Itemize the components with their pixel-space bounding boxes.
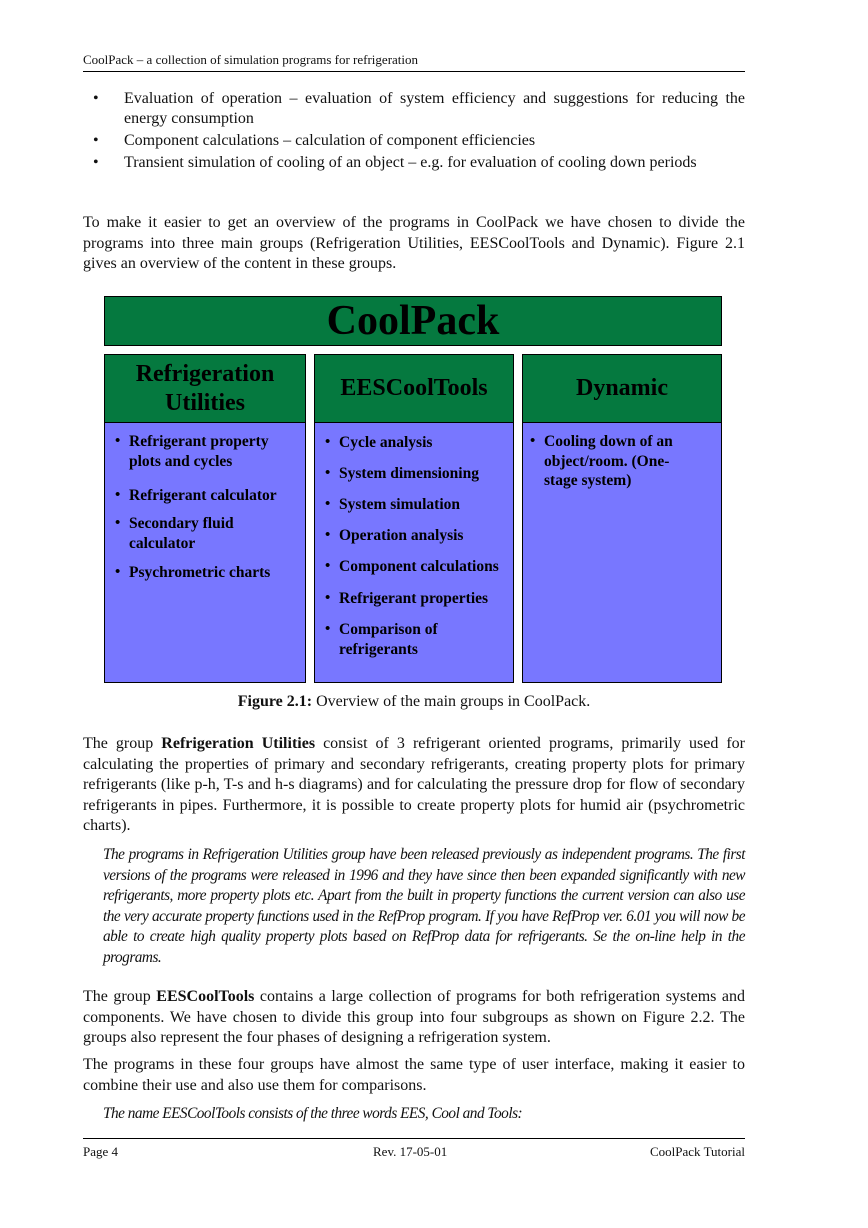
bullet-icon: • bbox=[325, 496, 331, 512]
group-item: • Cycle analysis bbox=[325, 434, 433, 451]
group-item: • System simulation bbox=[325, 496, 460, 513]
paragraph-eescooltools: The group EESCoolTools contains a large collection of programs for both refrigeration systems and components. We have chosen to divide this group into four subgroups as shown on Figure 2.2. The groups also represent the four phases of designing a refrigeration system. bbox=[83, 988, 746, 1046]
bullet-icon: • bbox=[325, 465, 331, 481]
group-body-eescooltools bbox=[314, 423, 514, 683]
diagram-title: CoolPack bbox=[104, 296, 722, 346]
bullet-icon: • bbox=[115, 564, 121, 580]
bullet-icon: • bbox=[530, 433, 536, 449]
group-header-refrigeration-utilities: Refrigeration Utilities bbox=[104, 354, 306, 423]
bullet-icon: • bbox=[325, 434, 331, 450]
group-body-refrigeration-utilities bbox=[104, 423, 306, 683]
page-number: Page 4 bbox=[83, 1144, 119, 1159]
bullet-icon: • bbox=[325, 590, 331, 606]
group-item: • Refrigerant calculator bbox=[115, 487, 277, 504]
bullet-icon: • bbox=[93, 90, 99, 107]
group-item: • Comparison of refrigerants bbox=[325, 621, 438, 658]
group-item: • Refrigerant property plots and cycles bbox=[115, 433, 269, 470]
group-item: • Cooling down of an object/room. (One-stage system) bbox=[530, 433, 673, 489]
group-body-dynamic bbox=[522, 423, 722, 683]
note-refrigeration-utilities: The programs in Refrigeration Utilities group have been released previously as independent programs. The first versions of the programs were released in 1996 and they have since then been expanded significantly with new refrigerants, more property plots etc. Apart from the built in property functions the current version can also use the very accurate property functions used in the RefProp program. If you have RefProp ver. 6.01 you will now be able to create high quality property plots based on RefProp data for refrigerants. Se the on-line help in the programs. bbox=[103, 846, 745, 966]
list-item: • Component calculations – calculation of component efficiencies bbox=[93, 132, 536, 149]
group-header-eescooltools: EESCoolTools bbox=[314, 354, 514, 423]
bullet-icon: • bbox=[325, 558, 331, 574]
paragraph-user-interface: The programs in these four groups have almost the same type of user interface, making it easier to combine their use and also use them for comparisons. bbox=[83, 1056, 745, 1094]
group-item: • Secondary fluid calculator bbox=[115, 515, 234, 552]
bullet-icon: • bbox=[115, 433, 121, 449]
group-item: • Component calculations bbox=[325, 558, 499, 575]
intro-paragraph: To make it easier to get an overview of the programs in CoolPack we have chosen to divide the programs into three main groups (Refrigeration Utilities, EESCoolTools and Dynamic). Figure 2.1 gives an overview of the content in these groups. bbox=[83, 214, 745, 272]
note-name-origin: The name EESCoolTools consists of the three words EES, Cool and Tools: bbox=[103, 1105, 523, 1122]
figure-caption: Figure 2.1: Overview of the main groups in CoolPack. bbox=[237, 693, 591, 710]
group-item: • Refrigerant properties bbox=[325, 590, 489, 607]
list-item: • Evaluation of operation – evaluation of system efficiency and suggestions for reducing the energy consumption bbox=[93, 90, 745, 127]
list-item: • Transient simulation of cooling of an object – e.g. for evaluation of cooling down periods bbox=[93, 154, 697, 171]
bullet-icon: • bbox=[325, 621, 331, 637]
bullet-icon: • bbox=[93, 154, 99, 171]
group-header-dynamic: Dynamic bbox=[522, 354, 722, 423]
group-item: • System dimensioning bbox=[325, 465, 479, 482]
page-footer bbox=[83, 1138, 745, 1164]
bullet-icon: • bbox=[115, 487, 121, 503]
group-item: • Operation analysis bbox=[325, 527, 464, 544]
group-item: • Psychrometric charts bbox=[115, 564, 271, 581]
bullet-icon: • bbox=[93, 132, 99, 149]
footer-title: CoolPack Tutorial bbox=[650, 1144, 745, 1159]
bullet-list bbox=[83, 89, 745, 175]
paragraph-refrigeration-utilities: The group Refrigeration Utilities consist of 3 refrigerant oriented programs, primarily used for calculating the properties of primary and secondary refrigerants, creating property plots for primary refrigerants (like p-h, T-s and h-s diagrams) and for calculating the pressure drop for flow of secondary refrigerants in pipes. Furthermore, it is possible to create property plots for humid air (psychrometric charts). bbox=[83, 735, 746, 834]
bullet-icon: • bbox=[325, 527, 331, 543]
revision: Rev. 17-05-01 bbox=[373, 1144, 448, 1159]
bullet-icon: • bbox=[115, 515, 121, 531]
running-header: CoolPack – a collection of simulation programs for refrigeration bbox=[83, 52, 745, 72]
